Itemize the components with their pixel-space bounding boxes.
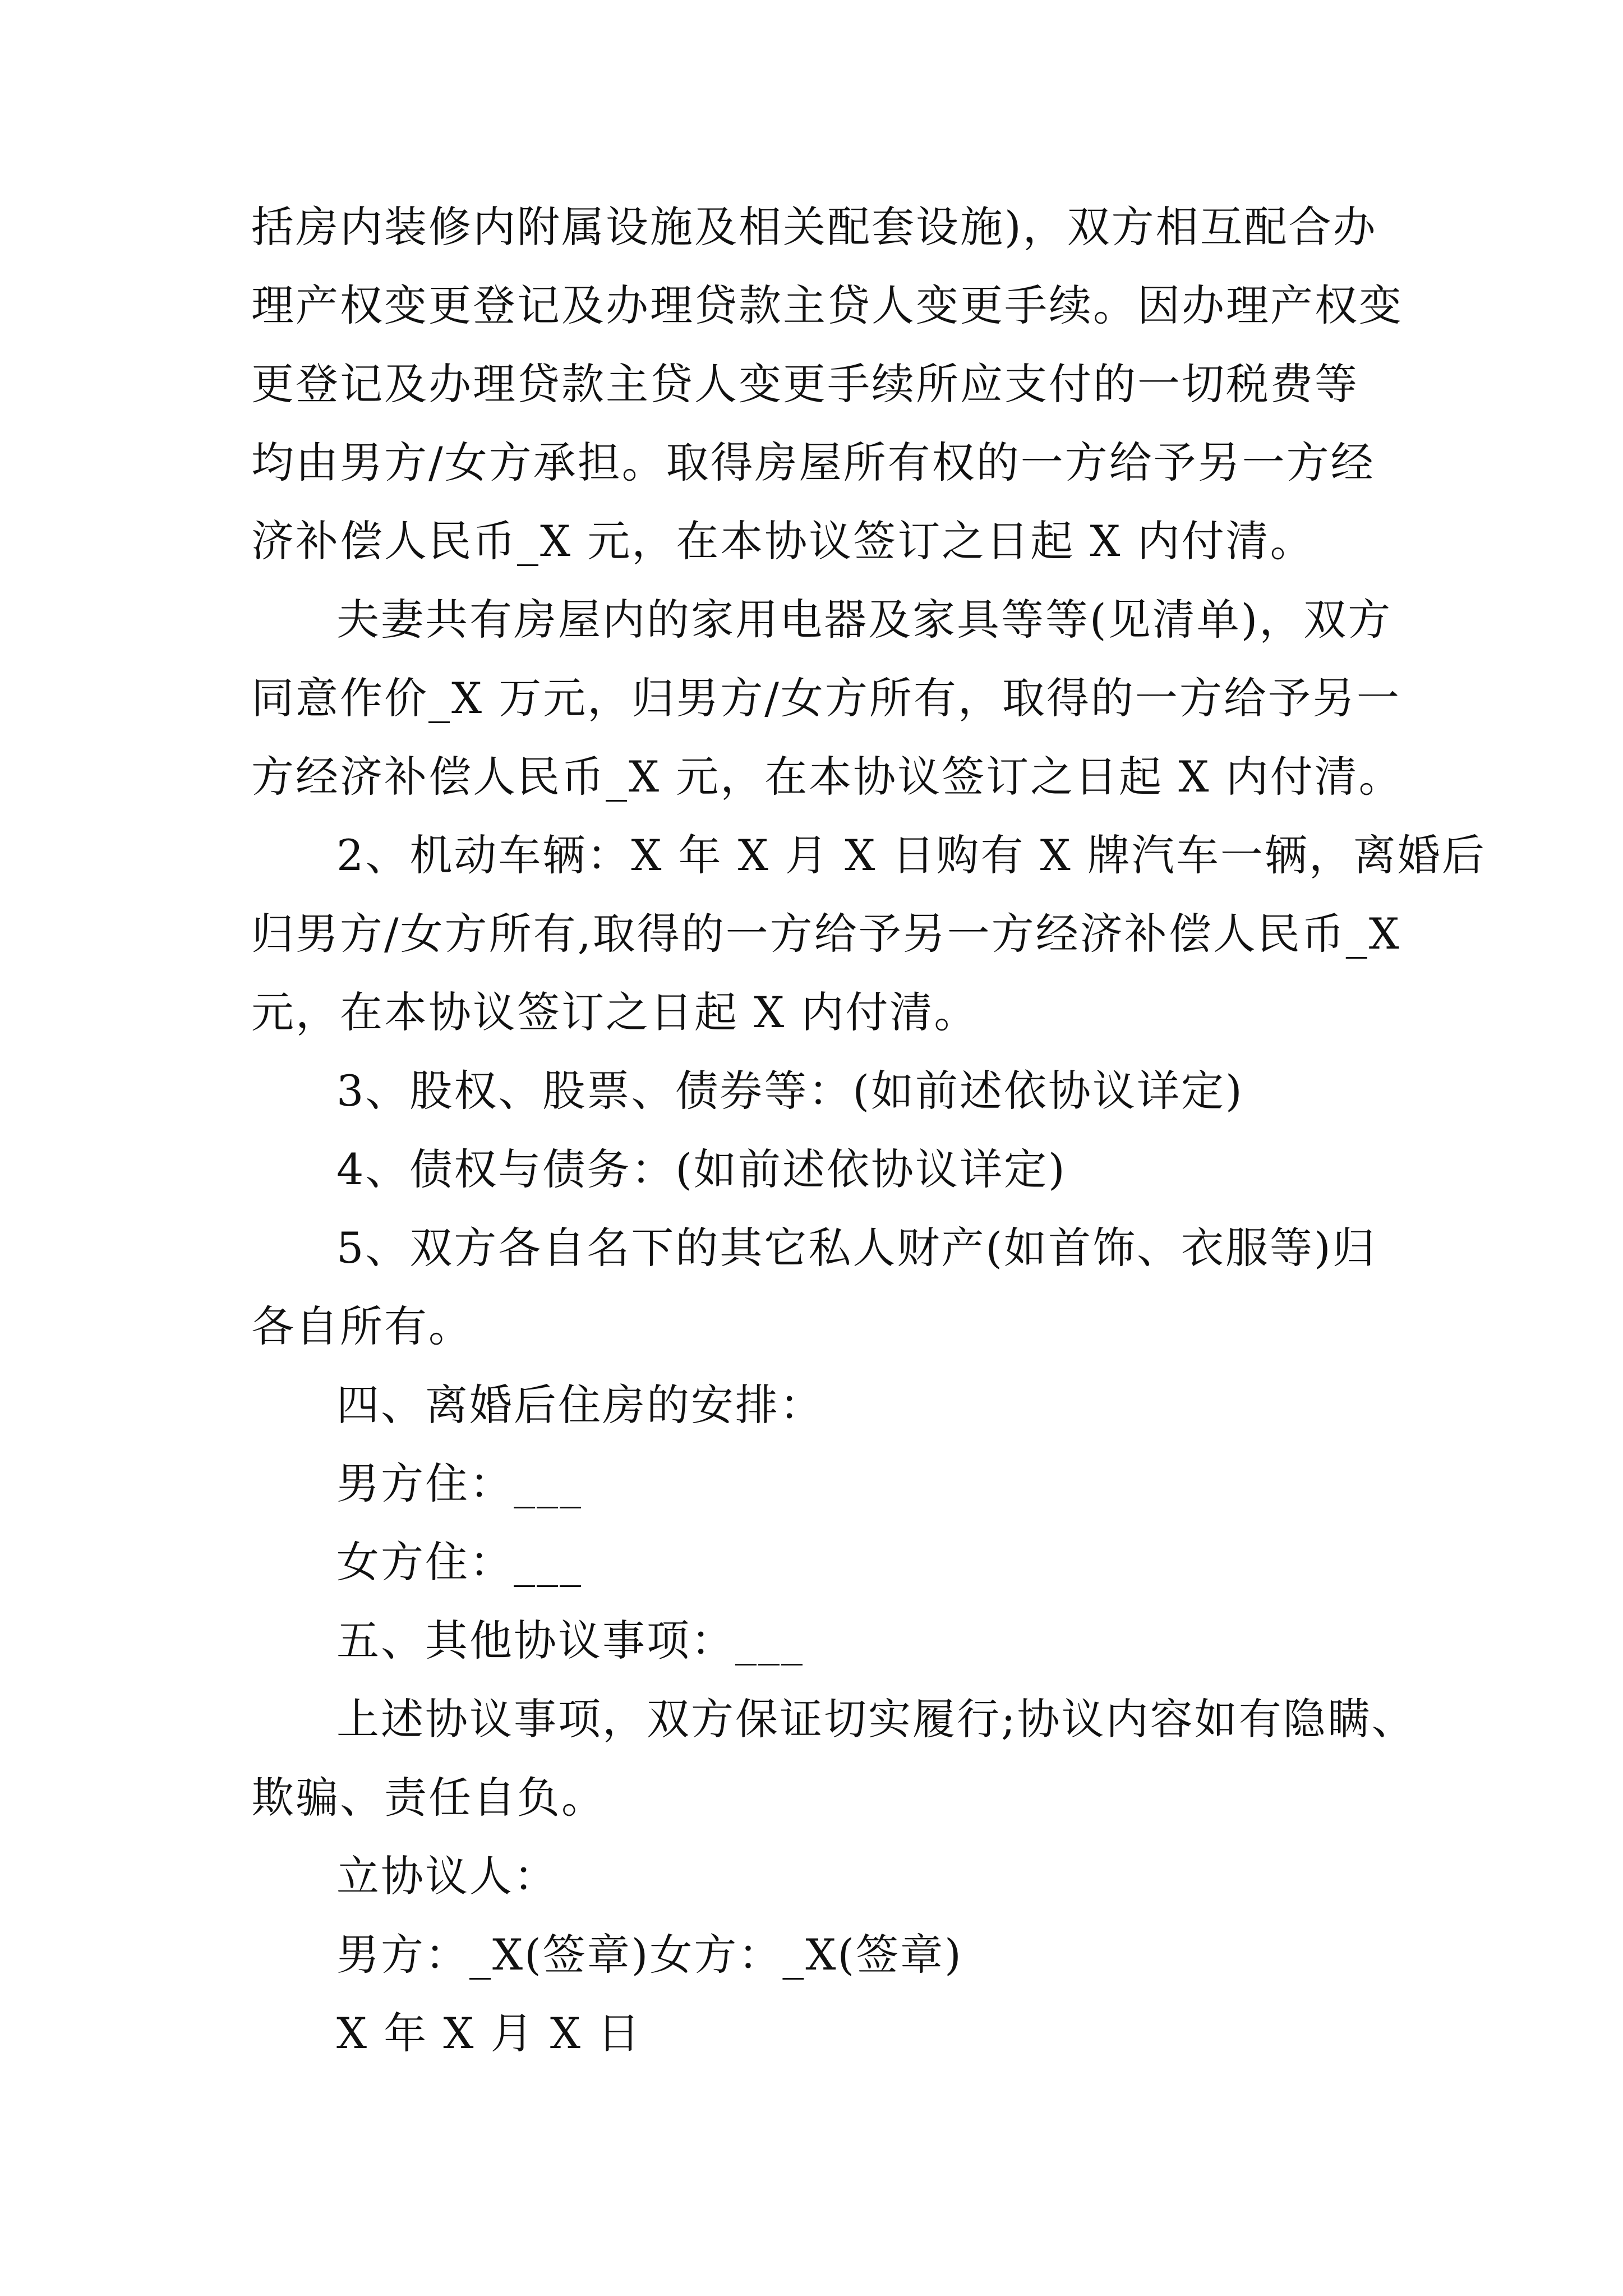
text-line: 理产权变更登记及办理贷款主贷人变更手续。因办理产权变 (251, 280, 1403, 330)
item-vehicle: 2、机动车辆：X 年 X 月 X 日购有 X 牌汽车一辆，离婚后 (336, 830, 1486, 880)
item-private-property: 5、双方各自名下的其它私人财产(如首饰、衣服等)归 (336, 1223, 1377, 1273)
section-other-matters: 五、其他协议事项：___ (336, 1616, 804, 1665)
female-housing: 女方住：___ (336, 1537, 583, 1587)
signatories-label: 立协议人： (336, 1851, 558, 1901)
item-equity: 3、股权、股票、债券等：(如前述依协议详定) (336, 1066, 1244, 1116)
text-line: 元，在本协议签订之日起 X 内付清。 (251, 987, 979, 1037)
section-housing: 四、离婚后住房的安排： (336, 1380, 824, 1430)
male-housing: 男方住：___ (336, 1458, 583, 1508)
item-debts: 4、债权与债务：(如前述依协议详定) (336, 1144, 1067, 1194)
text-line: 济补偿人民币_X 元，在本协议签订之日起 X 内付清。 (251, 516, 1315, 566)
paragraph-guarantee: 上述协议事项，双方保证切实履行;协议内容如有隐瞒、 (336, 1694, 1416, 1744)
text-line: 欺骗、责任自负。 (251, 1773, 606, 1823)
text-line: 更登记及办理贷款主贷人变更手续所应支付的一切税费等 (251, 359, 1359, 409)
text-line: 同意作价_X 万元，归男方/女方所有，取得的一方给予另一 (251, 673, 1401, 723)
text-line: 归男方/女方所有,取得的一方给予另一方经济补偿人民币_X (251, 909, 1401, 959)
text-line: 均由男方/女方承担。取得房屋所有权的一方给予另一方经 (251, 438, 1375, 487)
text-line: 方经济补偿人民币_X 元，在本协议签订之日起 X 内付清。 (251, 752, 1403, 802)
date-line: X 年 X 月 X 日 (336, 2008, 642, 2058)
paragraph-appliances: 夫妻共有房屋内的家用电器及家具等等(见清单)，双方 (336, 595, 1393, 645)
text-line: 各自所有。 (251, 1301, 473, 1351)
text-line: 括房内装修内附属设施及相关配套设施)，双方相互配合办 (251, 202, 1377, 252)
signature-line: 男方：_X(签章)女方：_X(签章) (336, 1930, 963, 1980)
